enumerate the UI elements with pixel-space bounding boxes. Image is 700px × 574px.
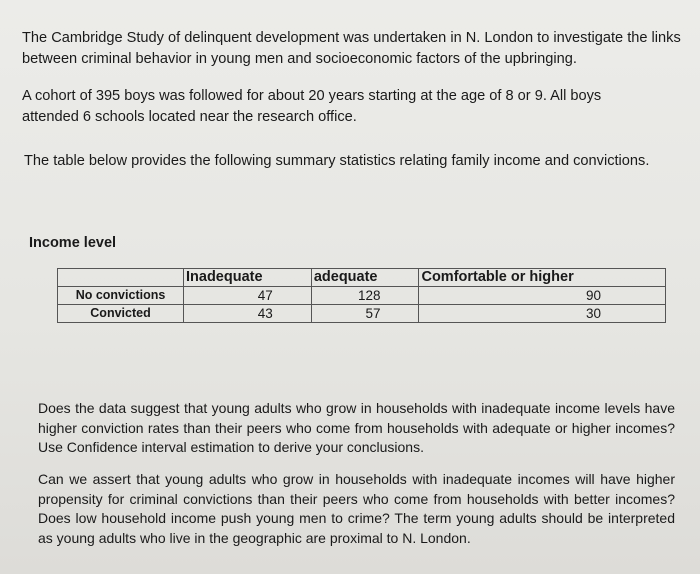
table-label: Income level bbox=[29, 235, 117, 251]
table-header-row bbox=[58, 269, 666, 287]
table-cell: 90 bbox=[419, 287, 666, 305]
table-cell: 47 bbox=[184, 287, 312, 305]
row-label-convicted: Convicted bbox=[58, 305, 184, 323]
row-label-no-convictions: No convictions bbox=[58, 287, 184, 305]
table-cell: 128 bbox=[311, 287, 419, 305]
intro-paragraph-study: The Cambridge Study of delinquent development was undertaken in N. London to investigate the links between criminal behavior in young men and socioeconomic factors of the upbringing. bbox=[22, 30, 681, 67]
question-confidence-interval: Does the data suggest that young adults who grow in households with inadequate income levels have higher conviction rates than their peers who come from households with adequate or higher incomes? Use Confidence interval estimation to derive your conclusions. bbox=[38, 400, 675, 455]
intro-paragraph-cohort: A cohort of 395 boys was followed for about 20 years starting at the age of 8 or 9. All boys attended 6 schools located near the research office. bbox=[22, 88, 602, 125]
table-cell: 43 bbox=[184, 305, 312, 323]
question-causation: Can we assert that young adults who grow in households with inadequate incomes will have higher propensity for criminal convictions than their peers who come from households with better incomes? Does low household income push young men to crime? The term young adults should be interpreted as young adults who live in the geographic are proximal to N. London. bbox=[38, 471, 675, 546]
intro-paragraph-table-description: The table below provides the following summary statistics relating family income and convictions. bbox=[24, 153, 650, 169]
table-cell: 30 bbox=[419, 305, 666, 323]
table-cell: 57 bbox=[311, 305, 419, 323]
table-row bbox=[58, 287, 666, 305]
table-row bbox=[58, 305, 666, 323]
table-header-empty bbox=[58, 269, 184, 287]
income-convictions-table bbox=[57, 268, 666, 323]
table-header-comfortable: Comfortable or higher bbox=[419, 269, 666, 287]
table-header-adequate: adequate bbox=[311, 269, 419, 287]
table-header-inadequate: Inadequate bbox=[184, 269, 312, 287]
